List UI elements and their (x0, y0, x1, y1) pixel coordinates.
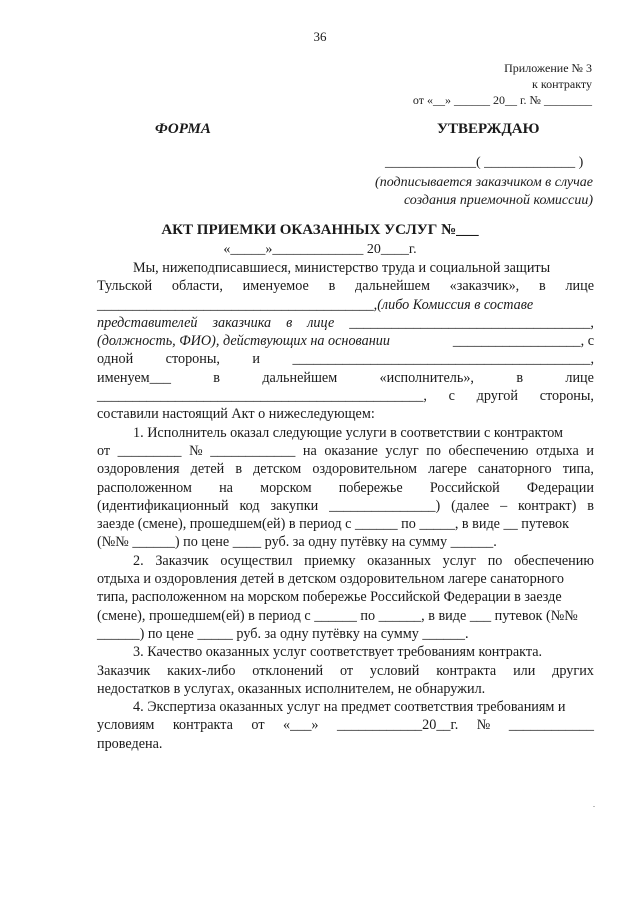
approve-label: УТВЕРЖДАЮ (437, 121, 540, 137)
word: услуг (385, 442, 419, 459)
word: других (552, 662, 594, 679)
blank-field: _______________) (329, 497, 441, 514)
word: и (252, 351, 261, 368)
intro-line-8 (97, 387, 594, 405)
word: с (448, 388, 455, 405)
word: контракта (436, 662, 497, 679)
word: (далее (451, 497, 490, 514)
signature-line: _____________( _____________ ) (385, 155, 584, 170)
word: «___» (283, 717, 319, 734)
word: от (97, 442, 111, 459)
word: отклонений (252, 662, 324, 679)
word: заказчика (212, 314, 272, 331)
word: области, (171, 278, 223, 295)
word: «исполнитель», (379, 369, 474, 386)
act-date-line: «_____»_____________ 20____г. (223, 242, 417, 257)
word: в (235, 461, 243, 478)
word: – (500, 497, 508, 514)
p1-line-4 (97, 479, 594, 497)
word: оздоровительном (312, 461, 418, 478)
word: осуществил (220, 552, 293, 569)
word: каких-либо (167, 662, 236, 679)
word: лице (565, 278, 594, 295)
word: и (586, 442, 594, 459)
word: закупки (270, 497, 319, 514)
document-body (97, 259, 594, 753)
appendix-line-2: к контракту (532, 77, 592, 91)
p2-line-5: ______) по цене _____ руб. за одну путёвку на сумму ______. (97, 625, 469, 642)
word: оказанных (367, 552, 431, 569)
word: стороны, (165, 351, 220, 368)
word: Федерации (526, 479, 594, 496)
intro-line-9: составили настоящий Акт о нижеследующем: (97, 406, 375, 423)
word: обеспечению (514, 552, 594, 569)
word: другой (476, 388, 518, 405)
word: в (587, 497, 594, 514)
word: Заказчик (97, 662, 151, 679)
signature-note-2: создания приемочной комиссии) (403, 193, 593, 208)
word: лагере (428, 461, 467, 478)
p3-line-2 (97, 662, 594, 680)
intro-line-6 (97, 350, 594, 368)
p3-line-3: недостатков в услугах, оказанных исполнителем, не обнаружил. (97, 680, 486, 697)
word: детском (253, 461, 302, 478)
p2-line-2: отдыха и оздоровления детей в детском оздоровительном лагере санаторного (97, 571, 564, 588)
word: от (251, 717, 265, 734)
form-label: ФОРМА (155, 121, 211, 137)
p1-line-6: заезде (смене), прошедшем(ей) в период с ______ по _____, в виде __ путевок (97, 516, 570, 533)
word: расположенном (97, 479, 192, 496)
blank-field: __________________________________, (349, 314, 594, 331)
blank-field: ____________ (210, 442, 296, 459)
word: оздоровления (97, 461, 180, 478)
blank-field: ______________________________________________, (97, 388, 427, 405)
word: ____________ (508, 717, 594, 734)
word: в (516, 369, 524, 386)
word: в (286, 314, 293, 331)
p1-line-1: 1. Исполнитель оказал следующие услуги в соответствии с контрактом (133, 424, 564, 441)
word: именуемое (242, 278, 309, 295)
word: «заказчик», (449, 278, 520, 295)
appendix-line-3: от «__» ______ 20__ г. № ________ (412, 93, 592, 107)
blank-field: _______________________________________ (97, 296, 374, 313)
p4-line-2 (97, 716, 594, 734)
intro-line-2 (97, 277, 594, 295)
blank-field: __________________, с (452, 333, 594, 350)
word: побережье (338, 479, 403, 496)
italic-note: (должность, ФИО), действующих на основании (97, 333, 390, 350)
word: на (219, 479, 233, 496)
word: морском (260, 479, 312, 496)
word: в (213, 369, 220, 386)
word: обеспечению (448, 442, 529, 459)
intro-line-5 (97, 332, 594, 350)
word: дальнейшем (262, 369, 338, 386)
scan-speck (593, 806, 595, 807)
p1-line-3 (97, 460, 594, 478)
word: или (513, 662, 536, 679)
word: по (487, 552, 503, 569)
page-number: 36 (313, 29, 327, 44)
word: условиям (97, 717, 155, 734)
word: код (239, 497, 260, 514)
word: стороны, (539, 388, 594, 405)
p2-line-3: типа, расположенном на морском побережье Российской Федерации в заезде (97, 589, 562, 606)
word: санаторного (477, 461, 552, 478)
word: именуем___ (97, 369, 171, 386)
word: оказание (324, 442, 378, 459)
blank-field: __________________________________________, (292, 351, 594, 368)
word: Тульской (97, 278, 153, 295)
word: (идентификационный (97, 497, 229, 514)
word: в (328, 278, 336, 295)
p2-line-4: (смене), прошедшем(ей) в период с ______ по ______, в виде ___ путевок (№№ (97, 607, 578, 624)
p4-line-1: 4. Экспертиза оказанных услуг на предмет соответствия требованиям и (133, 699, 566, 716)
word: представителей (97, 314, 198, 331)
word: Заказчик (155, 552, 209, 569)
p1-line-5 (97, 497, 594, 515)
p1-line-2 (97, 442, 594, 460)
word: условий (369, 662, 420, 679)
word: контракта (172, 717, 233, 734)
p3-line-1: 3. Качество оказанных услуг соответствует требованиям контракта. (133, 644, 543, 661)
word: по (426, 442, 441, 459)
word: Российской (429, 479, 500, 496)
word: № (476, 717, 491, 734)
intro-line-1: Мы, нижеподписавшиеся, министерство труда и социальной защиты (133, 260, 551, 276)
word: типа, (562, 461, 594, 478)
intro-line-4 (97, 314, 594, 332)
italic-note: ,(либо Комиссия в составе (373, 296, 534, 313)
word: контракт) (518, 497, 577, 514)
word: услуг (442, 552, 477, 569)
word: отдыха (535, 442, 579, 459)
word: 2. (133, 552, 144, 569)
appendix-line-1: Приложение № 3 (504, 61, 592, 75)
word: дальнейшем (355, 278, 430, 295)
intro-line-7 (97, 369, 594, 387)
word: лице (565, 369, 594, 386)
word: приемку (304, 552, 356, 569)
p2-line-1 (97, 552, 594, 570)
signature-note-1: (подписывается заказчиком в случае (375, 175, 593, 190)
word: ____________20__г. (337, 717, 459, 734)
p1-line-7: (№№ ______) по цене ____ руб. за одну путёвку на сумму ______. (97, 534, 497, 551)
word: № (189, 442, 203, 459)
word: на (302, 442, 317, 459)
word: одной (97, 351, 134, 368)
word: в (538, 278, 546, 295)
word: лице (307, 314, 335, 331)
blank-field: _________ (117, 442, 182, 459)
p4-line-3: проведена. (97, 735, 163, 752)
word: детей (190, 461, 225, 478)
intro-line-3 (97, 296, 594, 314)
document-title: АКТ ПРИЕМКИ ОКАЗАННЫХ УСЛУГ №___ (161, 222, 479, 238)
word: от (339, 662, 354, 679)
